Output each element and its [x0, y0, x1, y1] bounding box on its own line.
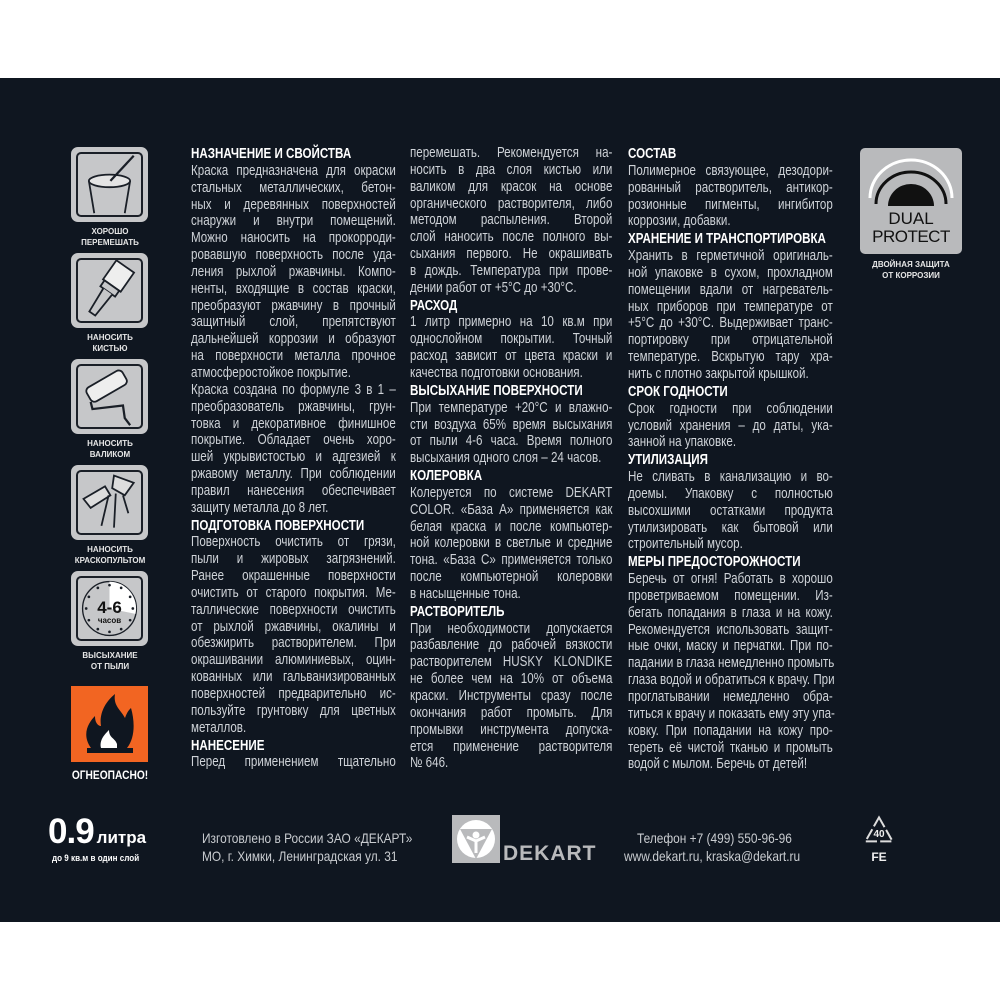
- body-text-line: температуре. Вскрытую тару хра-: [628, 349, 833, 366]
- clock-value: 4-6: [97, 598, 122, 617]
- body-text-line: высыхания одного слоя – 24 часов.: [410, 450, 602, 467]
- spray-gun-label: НАНОСИТЬ КРАСКОПУЛЬТОМ: [74, 545, 146, 565]
- section-heading: РАСХОД: [410, 297, 458, 314]
- body-text-line: не более чем на 10% от объема: [410, 671, 613, 688]
- section-heading: НАНЕСЕНИЕ: [191, 737, 265, 754]
- body-text-line: дальнейшей коррозии и образуют: [191, 331, 396, 348]
- brand-name: DEKART: [503, 842, 597, 865]
- body-text-line: проветриваемом помещении. Из-: [628, 587, 833, 604]
- section-heading: ПОДГОТОВКА ПОВЕРХНОСТИ: [191, 517, 365, 534]
- body-text-line: снаружи и внутри помещений.: [191, 213, 396, 230]
- brush-icon: [71, 253, 148, 328]
- body-text-line: ных и деревянных поверхностей: [191, 196, 396, 213]
- dual-protect-line1: DUAL: [888, 209, 934, 228]
- recycle-icon: [858, 815, 900, 865]
- body-text-line: Ранее окрашенные поверхности: [191, 568, 396, 585]
- body-text-line: ных приборов при температуре от: [628, 298, 833, 315]
- body-text-line: ровавшую поверхность после уда-: [191, 247, 396, 264]
- recycle-code: 40: [873, 829, 885, 840]
- flammable-label: ОГНЕОПАСНО!: [71, 768, 149, 782]
- body-text-line: очистить от старого покрытия. Ме-: [191, 584, 396, 601]
- body-text-line: покрытие. Обладает очень хоро-: [191, 432, 396, 449]
- body-text-line: сти воздуха 65% время высыхания: [410, 416, 613, 433]
- body-text-line: дении работ от +5°С до +30°С.: [410, 279, 577, 296]
- body-text-line: При температуре +20°С и влажно-: [410, 399, 613, 416]
- body-text-line: растворителем HUSKY KLONDIKE: [410, 654, 613, 671]
- body-text-line: высохшими остатками продукта: [628, 502, 833, 519]
- stir-label: ХОРОШО ПЕРЕМЕШАТЬ: [81, 227, 139, 247]
- section-heading: НАЗНАЧЕНИЕ И СВОЙСТВА: [191, 146, 352, 162]
- body-text-line: розионные пигменты, ингибитор: [628, 196, 833, 213]
- body-text-line: в насыщенные тона.: [410, 585, 521, 602]
- clock-unit: часов: [97, 616, 122, 625]
- section-heading: ВЫСЫХАНИЕ ПОВЕРХНОСТИ: [410, 382, 583, 399]
- manufacturer: Изготовлено в России ЗАО «ДЕКАРТ» МО, г. Химки, Ленинградская ул. 31: [202, 830, 413, 864]
- body-text-line: титься к врачу и показать ему эту упа-: [628, 705, 835, 722]
- body-text-line: расход зависит от цвета краски и: [410, 348, 613, 365]
- body-text-line: промывки инструмента допуска-: [410, 721, 613, 738]
- text-column-3: [628, 145, 833, 773]
- body-text-line: водой с мылом. Беречь от детей!: [628, 756, 808, 773]
- body-text-line: тереть её чистой тканью и промыть: [628, 739, 833, 756]
- section-heading: РАСТВОРИТЕЛЬ: [410, 603, 505, 620]
- body-text-line: товка и декоративное финишное: [191, 415, 396, 432]
- phone: Телефон +7 (499) 550-96-96: [637, 830, 792, 846]
- body-text-line: пользуйте грунтовку для цветных: [191, 702, 396, 719]
- body-text-line: доемы. Упаковку с полностью: [628, 485, 833, 502]
- body-text-line: строительный мусор.: [628, 536, 743, 553]
- body-text-line: преобразуют ржавчину в прочный: [191, 297, 396, 314]
- body-text-line: на поверхности металла прочное: [191, 348, 396, 365]
- body-text-line: методом распыления. Второй: [410, 212, 613, 229]
- text-column-1: [191, 145, 396, 771]
- body-text-line: белая краска и после компьютер-: [410, 518, 613, 535]
- dual-protect-line2: PROTECT: [872, 227, 950, 246]
- body-text-line: защиту металла до 8 лет.: [191, 499, 329, 516]
- body-text-line: поверхностей предварительно ис-: [191, 686, 396, 702]
- body-text-line: падании в глаза немедленно промыть: [628, 655, 835, 672]
- body-text-line: Перед применением тщательно: [191, 754, 396, 771]
- body-text-line: правил нанесения обеспечивает: [191, 482, 396, 499]
- clock-icon: [71, 571, 148, 646]
- body-text-line: кованных или гальванизированных: [191, 669, 396, 686]
- body-text-line: Можно наносить на прокорроди-: [191, 230, 396, 247]
- dual-protect-badge: [860, 148, 962, 254]
- section-heading: СОСТАВ: [628, 146, 677, 162]
- dekart-logo-icon: [452, 815, 500, 863]
- recycle-material: FE: [871, 850, 887, 864]
- roller-label: НАНОСИТЬ ВАЛИКОМ: [87, 439, 133, 459]
- coverage-note: до 9 кв.м в один слой: [52, 853, 140, 864]
- section-heading: УТИЛИЗАЦИЯ: [628, 452, 708, 469]
- volume-value: 0.9: [48, 812, 94, 851]
- body-text-line: окончания работ промыть. Для: [410, 704, 613, 721]
- body-text-line: сыхания первого. Не окрашивать: [410, 246, 613, 263]
- body-text-line: глаза водой и обратиться к врачу. При: [628, 672, 835, 689]
- volume-unit: литра: [96, 828, 147, 847]
- body-text-line: ется применение растворителя: [410, 738, 613, 755]
- website-email: www.dekart.ru, kraska@dekart.ru: [624, 848, 801, 864]
- body-text-line: ненты, входящие в состав краски,: [191, 280, 396, 297]
- body-text-line: бегать попадания в глаза и на кожу.: [628, 604, 833, 621]
- body-text-line: При необходимости допускается: [410, 620, 613, 637]
- body-text-line: Колеруется по системе DEKART: [410, 484, 613, 501]
- body-text-line: коррозии, добавки.: [628, 213, 731, 230]
- flammable-icon: [71, 686, 148, 762]
- body-text-line: от пыли 4-6 часа. Время полного: [410, 433, 613, 450]
- body-text-line: ной колеровки в светлые и средние: [410, 535, 613, 552]
- spray-gun-icon: [71, 465, 148, 540]
- body-text-line: Беречь от огня! Работать в хорошо: [628, 571, 833, 588]
- body-text-line: металлов.: [191, 719, 247, 736]
- body-text-line: нить с плотно закрытой крышкой.: [628, 365, 809, 382]
- body-text-line: преобразователь ржавчины, грун-: [191, 398, 396, 415]
- body-text-line: после компьютерной колеровки: [410, 569, 613, 586]
- body-text-line: Краска создана по формуле 3 в 1 –: [191, 381, 396, 398]
- body-text-line: окрашивании алюминиевых, оцин-: [191, 652, 396, 669]
- dual-protect-caption: ДВОЙНАЯ ЗАЩИТА ОТ КОРРОЗИИ: [872, 260, 950, 280]
- section-heading: КОЛЕРОВКА: [410, 468, 483, 485]
- text-column-2: [410, 145, 612, 772]
- body-text-line: проглатывании немедленно обра-: [628, 689, 833, 705]
- body-text-line: органического растворителя, либо: [410, 195, 613, 212]
- body-text-line: Краска предназначена для окраски: [191, 162, 396, 179]
- body-text-line: разбавление до рабочей вязкости: [410, 637, 613, 654]
- volume: [48, 812, 146, 852]
- body-text-line: от рыхлой ржавчины, окалины и: [191, 618, 396, 635]
- body-text-line: занной на упаковке.: [628, 434, 737, 451]
- body-text-line: 1 литр примерно на 10 кв.м при: [410, 314, 613, 331]
- body-text-line: Рекомендуется использовать защит-: [628, 621, 833, 638]
- body-text-line: Поверхность очистить от грязи,: [191, 534, 396, 551]
- body-text-line: условий хранения – до даты, ука-: [628, 417, 833, 434]
- body-text-line: Не сливать в канализацию и во-: [628, 469, 833, 486]
- body-text-line: обезжирить растворителем. При: [191, 635, 396, 652]
- body-text-line: пыли и жировых загрязнений.: [191, 551, 396, 568]
- section-heading: МЕРЫ ПРЕДОСТОРОЖНОСТИ: [628, 554, 801, 571]
- body-text-line: помещении вдали от нагреватель-: [628, 281, 833, 298]
- body-text-line: Полимерное связующее, дезодори-: [628, 162, 833, 179]
- body-text-line: ковку. При попадании на кожу про-: [628, 722, 833, 739]
- body-text-line: качества подготовки основания.: [410, 364, 583, 381]
- section-heading: ХРАНЕНИЕ И ТРАНСПОРТИРОВКА: [628, 231, 826, 248]
- body-text-line: тона. «База С» применяется только: [410, 552, 613, 569]
- body-text-line: защитный слой, препятствуют: [191, 314, 396, 331]
- body-text-line: однослойном покрытии. Точный: [410, 331, 613, 348]
- body-text-line: краски. Инструменты сразу после: [410, 688, 613, 704]
- body-text-line: рованный растворитель, антикор-: [628, 179, 833, 196]
- body-text-line: атмосферостойкое покрытие.: [191, 364, 351, 381]
- body-text-line: носить в два слоя кистью или: [410, 161, 613, 178]
- body-text-line: в дождь. Температура при прове-: [410, 262, 613, 279]
- body-text-line: утилизировать как бытовой или: [628, 519, 833, 536]
- body-text-line: COLOR. «База А» применяется как: [410, 501, 613, 518]
- body-text-line: портировку при отрицательной: [628, 332, 833, 349]
- body-text-line: стальных металлических, бетон-: [191, 179, 396, 196]
- stir-icon: [71, 147, 148, 222]
- body-text-line: перемешать. Рекомендуется на-: [410, 145, 613, 161]
- body-text-line: +5°С до +30°С. Выдерживает транс-: [628, 315, 833, 332]
- body-text-line: № 646.: [410, 755, 449, 772]
- body-text-line: шей укрывистостью и адгезией к: [191, 449, 396, 466]
- body-text-line: ления рыхлой ржавчины. Компо-: [191, 263, 396, 280]
- clock-label: ВЫСЫХАНИЕ ОТ ПЫЛИ: [82, 651, 138, 671]
- body-text-line: Срок годности при соблюдении: [628, 400, 833, 417]
- section-heading: СРОК ГОДНОСТИ: [628, 383, 728, 400]
- brush-label: НАНОСИТЬ КИСТЬЮ: [87, 333, 133, 353]
- roller-icon: [71, 359, 148, 434]
- body-text-line: ной упаковке в сухом, прохладном: [628, 264, 833, 281]
- body-text-line: таллические поверхности очистить: [191, 601, 396, 618]
- body-text-line: валиком для красок на основе: [410, 178, 613, 195]
- body-text-line: ные очки, маску и перчатки. При по-: [628, 638, 833, 655]
- body-text-line: ржавому металлу. При соблюдении: [191, 466, 396, 483]
- body-text-line: Хранить в герметичной оригиналь-: [628, 248, 833, 265]
- body-text-line: слой наносить после полного вы-: [410, 229, 613, 246]
